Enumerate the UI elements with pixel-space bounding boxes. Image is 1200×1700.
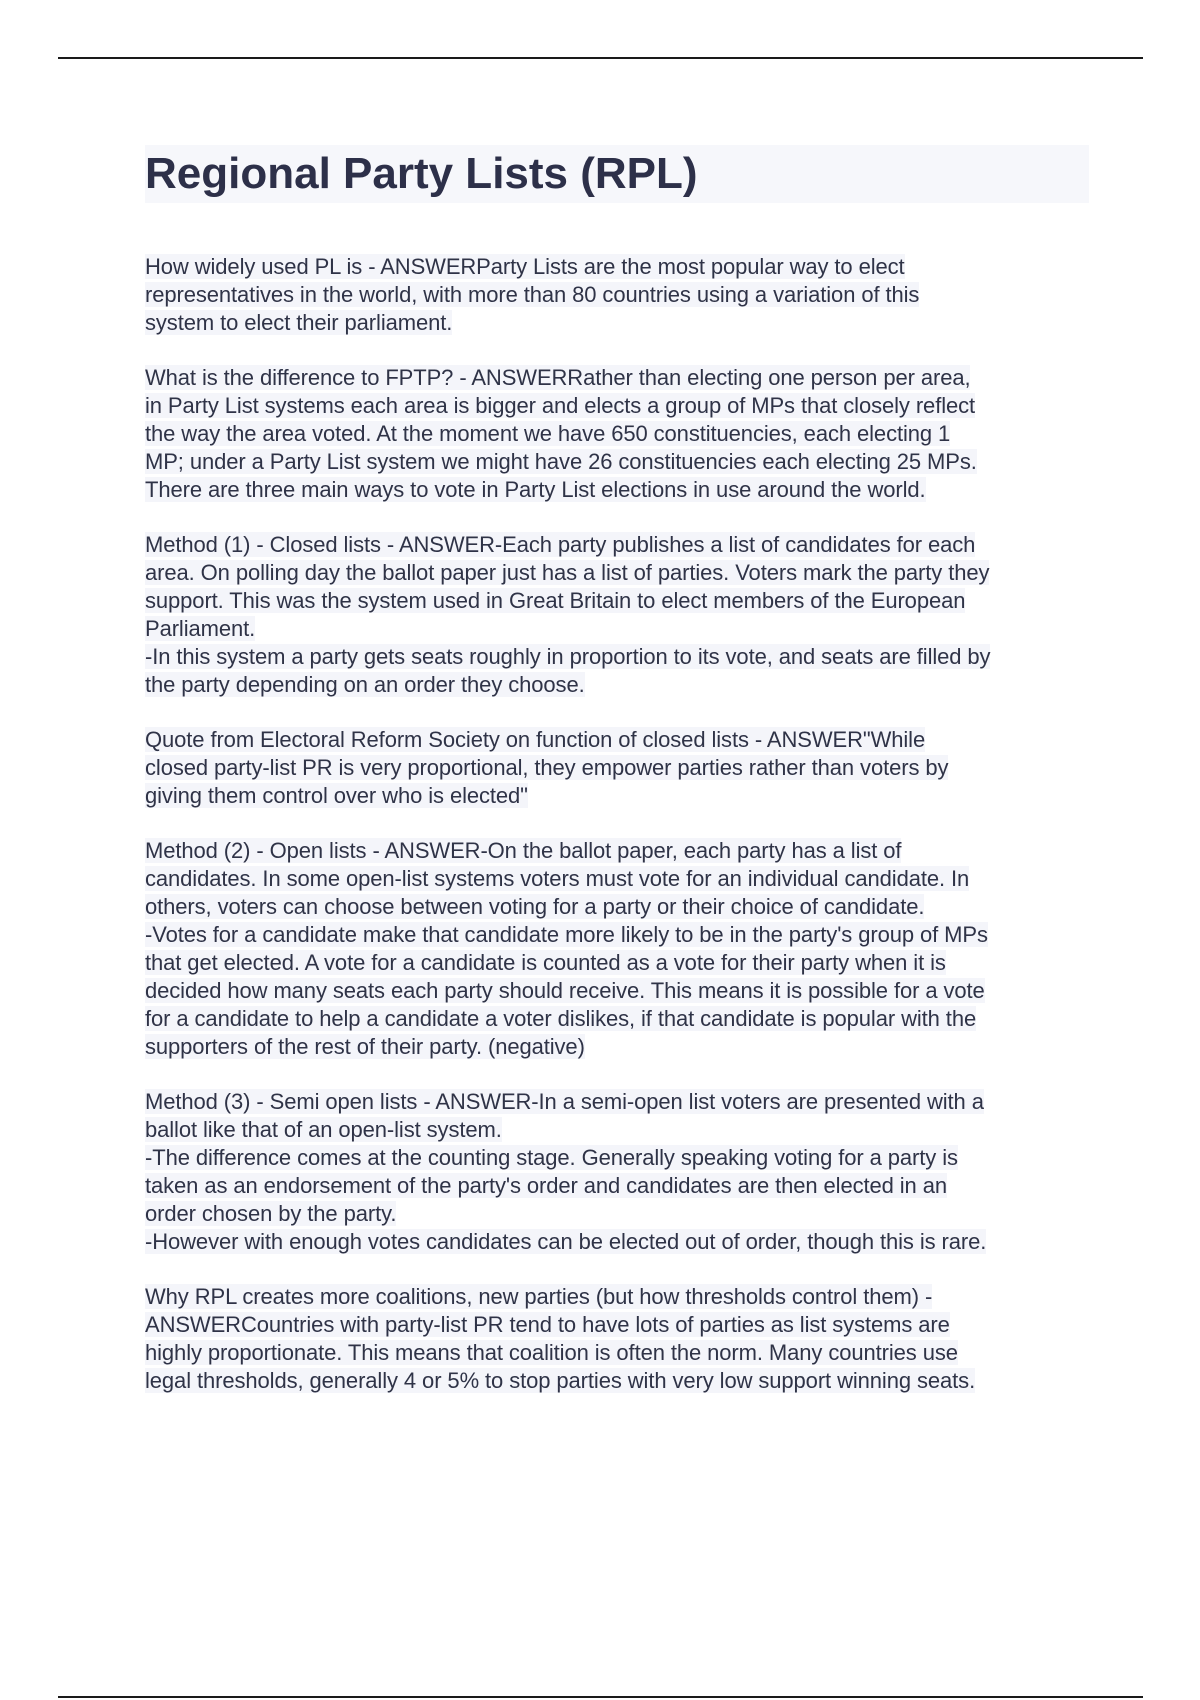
qa-entry-text: decided how many seats each party should receive. This means it is possible for a vote <box>145 978 985 1003</box>
qa-entry-line <box>145 671 1089 699</box>
qa-entry-text: candidates. In some open-list systems voters must vote for an individual candidate. In <box>145 866 970 891</box>
qa-entry-text: Method (3) - Semi open lists - ANSWER-In a semi-open list voters are presented with a <box>145 1089 984 1114</box>
qa-entry-line <box>145 1283 1089 1311</box>
qa-entry-text: for a candidate to help a candidate a voter dislikes, if that candidate is popular with the <box>145 1006 977 1031</box>
qa-entry-text: -However with enough votes candidates can be elected out of order, though this is rare. <box>145 1229 987 1254</box>
bottom-rule <box>58 1696 1143 1698</box>
qa-entry-line <box>145 253 1089 281</box>
qa-entry-line <box>145 1116 1089 1144</box>
qa-entry-text: ANSWERCountries with party-list PR tend to have lots of parties as list systems are <box>145 1312 950 1337</box>
qa-entry-text: closed party-list PR is very proportional, they empower parties rather than voters by <box>145 755 949 780</box>
qa-entry-text: Method (2) - Open lists - ANSWER-On the ballot paper, each party has a list of <box>145 838 902 863</box>
qa-entry-line <box>145 1200 1089 1228</box>
qa-entry-line <box>145 587 1089 615</box>
qa-entry-line <box>145 448 1089 476</box>
qa-entry-line <box>145 782 1089 810</box>
qa-entry-text: the party depending on an order they choose. <box>145 672 585 697</box>
qa-entry-text: Why RPL creates more coalitions, new parties (but how thresholds control them) - <box>145 1284 933 1309</box>
qa-entry-text: support. This was the system used in Great Britain to elect members of the European <box>145 588 966 613</box>
qa-entry <box>145 1283 1089 1395</box>
qa-entry-text: Parliament. <box>145 616 256 641</box>
qa-entry-text: order chosen by the party. <box>145 1201 397 1226</box>
qa-entry-text: MP; under a Party List system we might have 26 constituencies each electing 25 MPs. <box>145 449 977 474</box>
qa-entry-line <box>145 1367 1089 1395</box>
qa-entry-text: -In this system a party gets seats roughly in proportion to its vote, and seats are filled by <box>145 644 991 669</box>
qa-entry-text: -The difference comes at the counting stage. Generally speaking voting for a party is <box>145 1145 958 1170</box>
qa-entries <box>145 253 1089 1395</box>
qa-entry-line <box>145 1228 1089 1256</box>
qa-entry-text: supporters of the rest of their party. (negative) <box>145 1034 585 1059</box>
qa-entry-line <box>145 865 1089 893</box>
qa-entry-text: the way the area voted. At the moment we have 650 constituencies, each electing 1 <box>145 421 951 446</box>
qa-entry-line <box>145 893 1089 921</box>
qa-entry-line <box>145 643 1089 671</box>
qa-entry-line <box>145 1311 1089 1339</box>
qa-entry-line <box>145 559 1089 587</box>
qa-entry <box>145 253 1089 337</box>
qa-entry <box>145 837 1089 1061</box>
qa-entry-line <box>145 921 1089 949</box>
qa-entry-line <box>145 281 1089 309</box>
qa-entry <box>145 726 1089 810</box>
qa-entry-text: -Votes for a candidate make that candidate more likely to be in the party's group of MPs <box>145 922 988 947</box>
qa-entry-line <box>145 1005 1089 1033</box>
qa-entry-line <box>145 615 1089 643</box>
qa-entry-line <box>145 977 1089 1005</box>
qa-entry <box>145 531 1089 699</box>
qa-entry-line <box>145 949 1089 977</box>
qa-entry-line <box>145 726 1089 754</box>
qa-entry-text: that get elected. A vote for a candidate is counted as a vote for their party when it is <box>145 950 946 975</box>
qa-entry-text: Quote from Electoral Reform Society on function of closed lists - ANSWER"While <box>145 727 926 752</box>
qa-entry-line <box>145 1172 1089 1200</box>
qa-entry-text: ballot like that of an open-list system. <box>145 1117 502 1142</box>
qa-entry-line <box>145 1088 1089 1116</box>
qa-entry-line <box>145 392 1089 420</box>
qa-entry <box>145 364 1089 504</box>
qa-entry-text: system to elect their parliament. <box>145 310 453 335</box>
qa-entry-text: in Party List systems each area is bigger and elects a group of MPs that closely reflect <box>145 393 976 418</box>
qa-entry-text: taken as an endorsement of the party's order and candidates are then elected in an <box>145 1173 947 1198</box>
qa-entry-line <box>145 476 1089 504</box>
qa-entry-line <box>145 837 1089 865</box>
top-rule <box>58 57 1143 59</box>
qa-entry <box>145 1088 1089 1256</box>
qa-entry-text: others, voters can choose between voting for a party or their choice of candidate. <box>145 894 925 919</box>
qa-entry-text: area. On polling day the ballot paper just has a list of parties. Voters mark the party they <box>145 560 990 585</box>
document-title: Regional Party Lists (RPL) <box>145 149 698 198</box>
qa-entry-text: legal thresholds, generally 4 or 5% to stop parties with very low support winning seats. <box>145 1368 976 1393</box>
qa-entry-line <box>145 1339 1089 1367</box>
qa-entry-text: representatives in the world, with more than 80 countries using a variation of this <box>145 282 920 307</box>
qa-entry-text: There are three main ways to vote in Party List elections in use around the world. <box>145 477 926 502</box>
qa-entry-text: What is the difference to FPTP? - ANSWERRather than electing one person per area, <box>145 365 971 390</box>
qa-entry-text: highly proportionate. This means that coalition is often the norm. Many countries use <box>145 1340 958 1365</box>
document-body <box>145 145 1089 1422</box>
qa-entry-line <box>145 309 1089 337</box>
qa-entry-text: Method (1) - Closed lists - ANSWER-Each party publishes a list of candidates for each <box>145 532 976 557</box>
qa-entry-line <box>145 1033 1089 1061</box>
qa-entry-line <box>145 364 1089 392</box>
qa-entry-text: giving them control over who is elected" <box>145 783 528 808</box>
title-bar <box>145 145 1089 203</box>
qa-entry-line <box>145 754 1089 782</box>
qa-entry-line <box>145 531 1089 559</box>
qa-entry-text: How widely used PL is - ANSWERParty Lists are the most popular way to elect <box>145 254 905 279</box>
qa-entry-line <box>145 420 1089 448</box>
qa-entry-line <box>145 1144 1089 1172</box>
